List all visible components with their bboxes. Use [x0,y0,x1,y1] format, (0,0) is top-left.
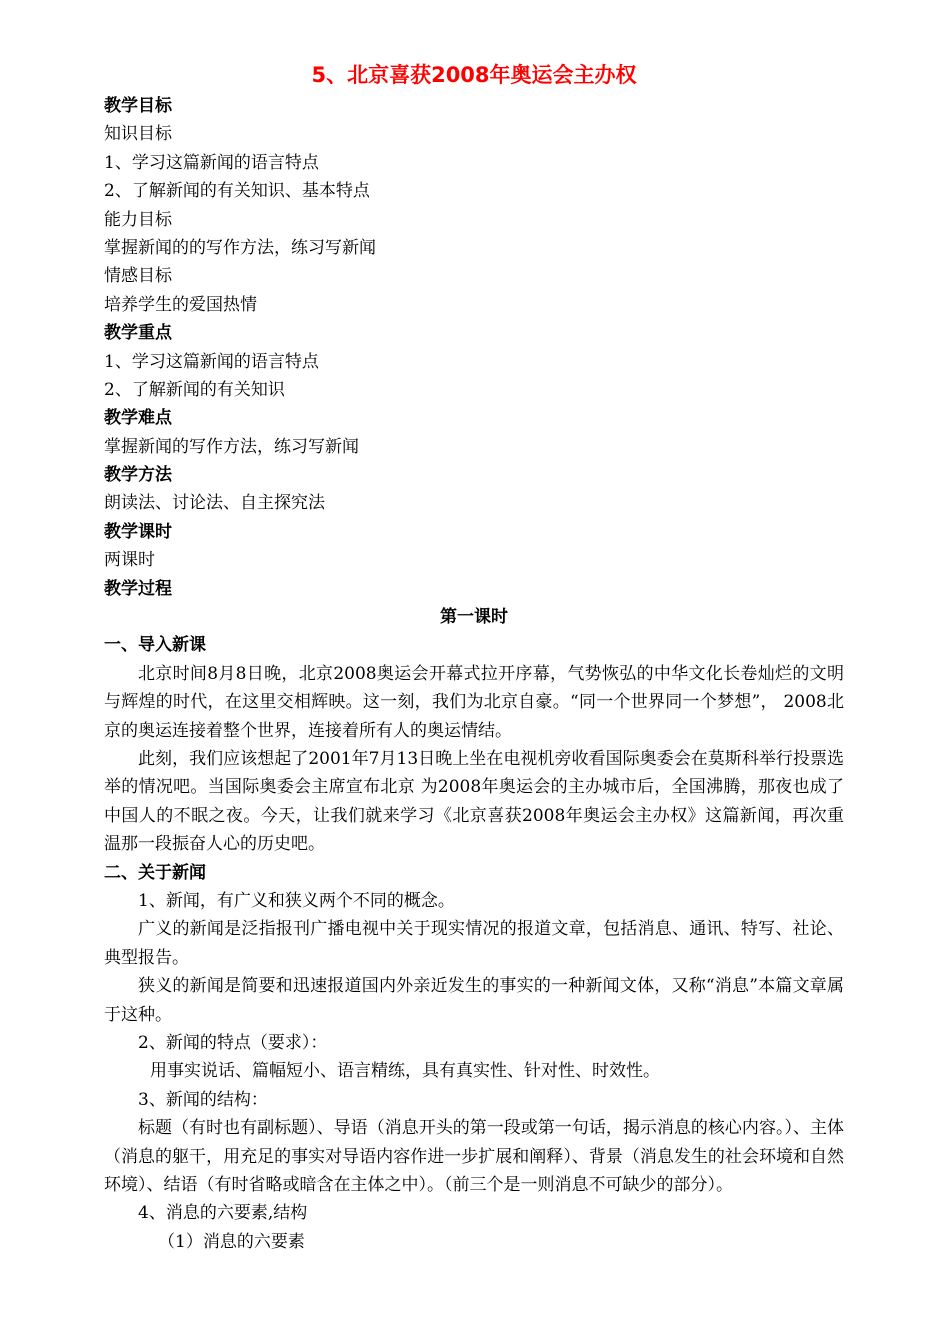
broad-news-paragraph: 广义的新闻是泛指报刊广播电视中关于现实情况的报道文章，包括消息、通讯、特写、社论、典型报告。 [104,919,844,968]
knowledge-goal-label: 知识目标 [104,124,172,145]
process-heading: 教学过程 [104,578,172,599]
emotion-goal-text: 培养学生的爱国热情 [104,294,257,315]
section2-heading: 二、关于新闻 [104,862,206,883]
hours-heading: 教学课时 [104,521,172,542]
hours-text: 两课时 [104,550,155,571]
key-points-heading: 教学重点 [104,323,172,344]
news-item-1: 1、新闻，有广义和狭义两个不同的概念。 [138,891,455,912]
goals-heading: 教学目标 [104,96,172,116]
document-title: 5、北京喜获2008年奥运会主办权 [311,63,637,87]
method-heading: 教学方法 [104,465,172,486]
key-point-item: 2、了解新闻的有关知识 [104,379,285,400]
difficulty-heading: 教学难点 [104,408,172,429]
news-structure-paragraph: 标题（有时也有副标题）、导语（消息开头的第一段或第一句话，揭示消息的核心内容。）、主体（消息的躯干，用充足的事实对导语内容作进一步扩展和阐释）、背景（消息发生的社会环境和自然环境）、结语（有时省略或暗含在主体之中）。（前三个是一则消息不可缺少的部分）。 [104,1118,844,1196]
difficulty-text: 掌握新闻的写作方法，练习写新闻 [104,436,359,457]
lesson-title: 第一课时 [440,607,508,628]
emotion-goal-label: 情感目标 [104,266,172,287]
ability-goal-label: 能力目标 [104,209,172,230]
news-item-4-sub: （1）消息的六要素 [158,1231,305,1252]
ability-goal-text: 掌握新闻的的写作方法，练习写新闻 [104,237,376,258]
news-features-text: 用事实说话、篇幅短小、语言精练，具有真实性、针对性、时效性。 [150,1061,660,1082]
method-text: 朗读法、讨论法、自主探究法 [104,493,325,514]
document-page [104,58,844,1256]
news-item-4: 4、消息的六要素,结构 [138,1203,308,1224]
news-item-2: 2、新闻的特点（要求）： [138,1033,328,1054]
knowledge-goal-item: 2、了解新闻的有关知识、基本特点 [104,181,370,202]
knowledge-goal-item: 1、学习这篇新闻的语言特点 [104,152,319,173]
section1-heading: 一、导入新课 [104,635,206,656]
intro-paragraph: 此刻，我们应该想起了2001年7月13日晚上坐在电视机旁收看国际奥委会在莫斯科举行投票选举的情况吧。当国际奥委会主席宣布北京 为2008年奥运会的主办城市后，全国沸腾，那夜也成了中国人的不眠之夜。今天，让我们就来学习《北京喜获2008年奥运会主办权》这篇新闻，再次重温那一段振奋人心的历史吧。 [104,749,844,855]
intro-paragraph: 北京时间8月8日晚，北京2008奥运会开幕式拉开序幕，气势恢弘的中华文化长卷灿烂的文明与辉煌的时代，在这里交相辉映。这一刻，我们为北京自豪。“同一个世界同一个梦想”， 2008北京的奥运连接着整个世界，连接着所有人的奥运情结。 [104,663,844,741]
narrow-news-paragraph: 狭义的新闻是简要和迅速报道国内外亲近发生的事实的一种新闻文体，又称“消息”本篇文章属于这种。 [104,976,844,1025]
news-item-3: 3、新闻的结构： [138,1089,268,1110]
key-point-item: 1、学习这篇新闻的语言特点 [104,351,319,372]
